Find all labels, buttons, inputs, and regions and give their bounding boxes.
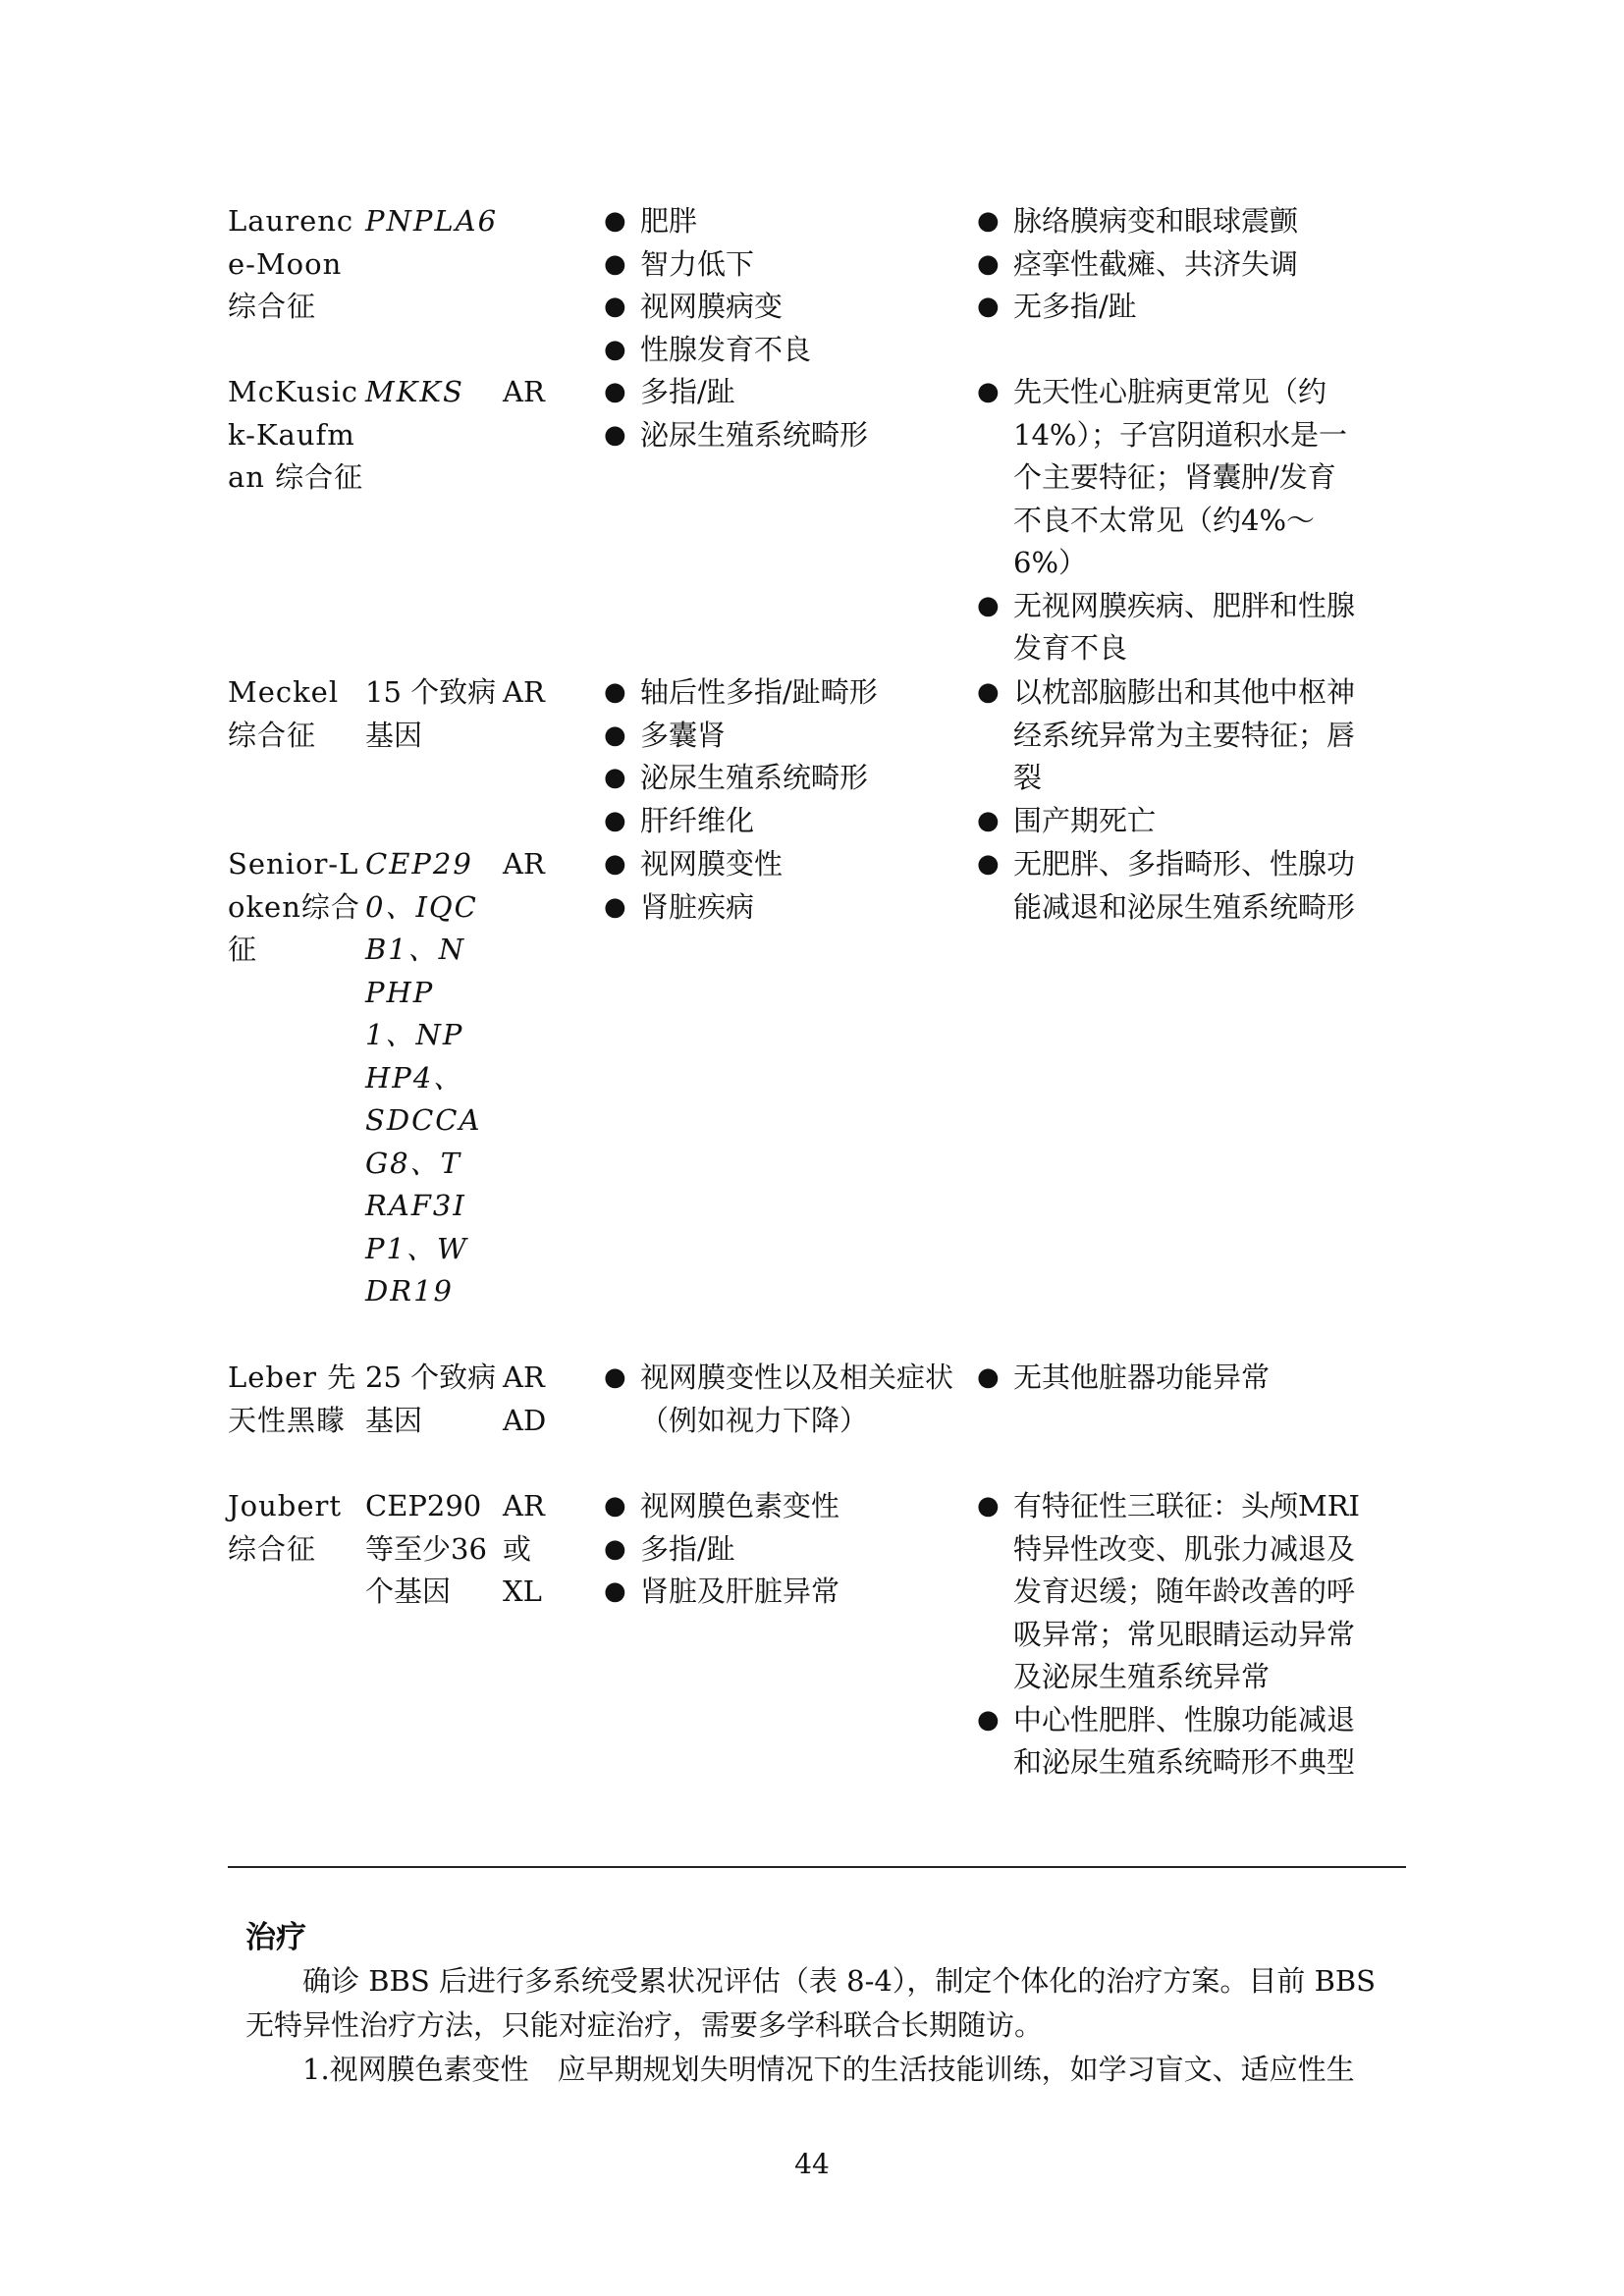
distinguishing-features <box>959 1357 1372 1400</box>
syndrome-name: Laurence-Moon综合征 <box>228 204 354 323</box>
bullet-icon: ● <box>604 292 626 321</box>
feature-item: ● 肾脏及肝脏异常 <box>586 1571 959 1614</box>
feature-item: ● 智力低下 <box>586 243 959 287</box>
feature-item: ● 视网膜色素变性 <box>586 1485 959 1528</box>
bullet-icon: ● <box>604 1576 626 1606</box>
bullet-icon: ● <box>604 677 626 707</box>
bullet-icon: ● <box>977 590 1000 620</box>
difference-item: ● 脉络膜病变和眼球震颤 <box>959 200 1372 243</box>
distinguishing-features <box>959 200 1372 329</box>
bullet-icon: ● <box>604 1362 626 1392</box>
difference-item: ● 有特征性三联征：头颅MRI特异性改变、肌张力减退及发育迟缓；随年龄改善的呼吸异常；常见眼睛运动异常及泌尿生殖系统异常 <box>959 1485 1372 1699</box>
bullet-icon: ● <box>604 849 626 879</box>
bullet-icon: ● <box>604 206 626 236</box>
page-number: 44 <box>794 2148 830 2180</box>
gene-name: PNPLA6 <box>365 204 499 238</box>
bullet-icon: ● <box>604 248 626 279</box>
feature-item: ● 视网膜变性 <box>586 843 959 886</box>
paragraph: 确诊 BBS 后进行多系统受累状况评估（表 8-4），制定个体化的治疗方案。目前 BBS 无特异性治疗方法，只能对症治疗，需要多学科联合长期随访。 <box>245 1964 1377 2042</box>
section-heading: 治疗 <box>245 1920 306 1955</box>
syndrome-name: Senior-Loken综合征 <box>228 847 360 966</box>
bullet-icon: ● <box>977 1491 1000 1521</box>
differential-diagnosis-table <box>228 200 1406 1866</box>
overlapping-features <box>586 843 959 929</box>
bullet-icon: ● <box>604 1533 626 1564</box>
feature-item: ● 泌尿生殖系统畸形 <box>586 414 959 457</box>
difference-item: ● 无多指/趾 <box>959 286 1372 329</box>
distinguishing-features <box>959 671 1372 842</box>
difference-item: ● 无肥胖、多指畸形、性腺功能减退和泌尿生殖系统畸形 <box>959 843 1372 929</box>
feature-item: ● 轴后性多指/趾畸形 <box>586 671 959 715</box>
bullet-icon: ● <box>604 763 626 792</box>
inheritance-mode: AR <box>503 675 545 709</box>
bullet-icon: ● <box>604 805 626 835</box>
difference-item: ● 无视网膜疾病、肥胖和性腺发育不良 <box>959 585 1372 670</box>
body-text <box>245 1959 1384 2092</box>
bullet-icon: ● <box>977 849 1000 879</box>
distinguishing-features <box>959 843 1372 929</box>
syndrome-name: Joubert综合征 <box>228 1489 343 1566</box>
feature-item: ● 肾脏疾病 <box>586 886 959 930</box>
bullet-icon: ● <box>977 677 1000 707</box>
feature-item: ● 肝纤维化 <box>586 800 959 843</box>
difference-item: ● 先天性心脏病更常见（约14%）；子宫阴道积水是一个主要特征；肾囊肿/发育不良不太常见（约4%～6%） <box>959 371 1372 585</box>
distinguishing-features <box>959 1485 1372 1785</box>
paragraph: 1.视网膜色素变性 应早期规划失明情况下的生活技能训练，如学习盲文、适应性生 <box>302 2053 1355 2086</box>
overlapping-features <box>586 371 959 456</box>
difference-item: ● 痉挛性截瘫、共济失调 <box>959 243 1372 287</box>
bullet-icon: ● <box>604 334 626 364</box>
feature-item: ● 视网膜变性以及相关症状（例如视力下降） <box>586 1357 959 1442</box>
overlapping-features <box>586 1485 959 1614</box>
table-row <box>228 1357 1406 1485</box>
inheritance-mode: AR <box>503 375 545 408</box>
feature-item: ● 多指/趾 <box>586 371 959 414</box>
bullet-icon: ● <box>604 891 626 922</box>
feature-item: ● 多囊肾 <box>586 715 959 758</box>
difference-item: ● 以枕部脑膨出和其他中枢神经系统异常为主要特征；唇裂 <box>959 671 1372 800</box>
bullet-icon: ● <box>977 1704 1000 1735</box>
bullet-icon: ● <box>977 805 1000 835</box>
gene-name: 15 个致病基因 <box>365 675 497 752</box>
feature-item: ● 肥胖 <box>586 200 959 243</box>
bullet-icon: ● <box>977 377 1000 406</box>
difference-item: ● 中心性肥胖、性腺功能减退和泌尿生殖系统畸形不典型 <box>959 1699 1372 1785</box>
inheritance-mode: AR 或 XL <box>503 1489 545 1608</box>
table-row <box>228 843 1406 1357</box>
overlapping-features <box>586 1357 959 1442</box>
feature-item: ● 多指/趾 <box>586 1528 959 1572</box>
syndrome-name: Meckel综合征 <box>228 675 340 752</box>
inheritance-mode: AR <box>503 847 545 881</box>
bullet-icon: ● <box>977 206 1000 236</box>
table-row <box>228 200 1406 371</box>
feature-item: ● 性腺发育不良 <box>586 329 959 372</box>
overlapping-features <box>586 671 959 842</box>
bullet-icon: ● <box>604 720 626 750</box>
gene-name: 25 个致病基因 <box>365 1361 497 1437</box>
table-row <box>228 1485 1406 1866</box>
difference-item: ● 无其他脏器功能异常 <box>959 1357 1372 1400</box>
gene-name: CEP290、IQCB1、NPHP1、NPHP4、SDCCAG8、TRAF3IP1、WDR19 <box>365 847 482 1308</box>
bullet-icon: ● <box>977 248 1000 279</box>
feature-item: ● 视网膜病变 <box>586 286 959 329</box>
feature-item: ● 泌尿生殖系统畸形 <box>586 757 959 800</box>
difference-item: ● 围产期死亡 <box>959 800 1372 843</box>
syndrome-name: McKusick-Kaufman 综合征 <box>228 375 364 494</box>
gene-name: MKKS <box>365 375 464 408</box>
gene-name: CEP290等至少36个基因 <box>365 1489 487 1608</box>
bullet-icon: ● <box>604 377 626 406</box>
syndrome-name: Leber 先天性黑矇 <box>228 1361 357 1437</box>
overlapping-features <box>586 200 959 371</box>
bullet-icon: ● <box>604 1491 626 1521</box>
bullet-icon: ● <box>977 1362 1000 1392</box>
distinguishing-features <box>959 371 1372 670</box>
table-row <box>228 371 1406 671</box>
bullet-icon: ● <box>604 419 626 450</box>
bullet-icon: ● <box>977 292 1000 321</box>
inheritance-mode: AR AD <box>503 1361 547 1437</box>
table-row <box>228 671 1406 843</box>
table-bottom-rule <box>228 1866 1406 1868</box>
